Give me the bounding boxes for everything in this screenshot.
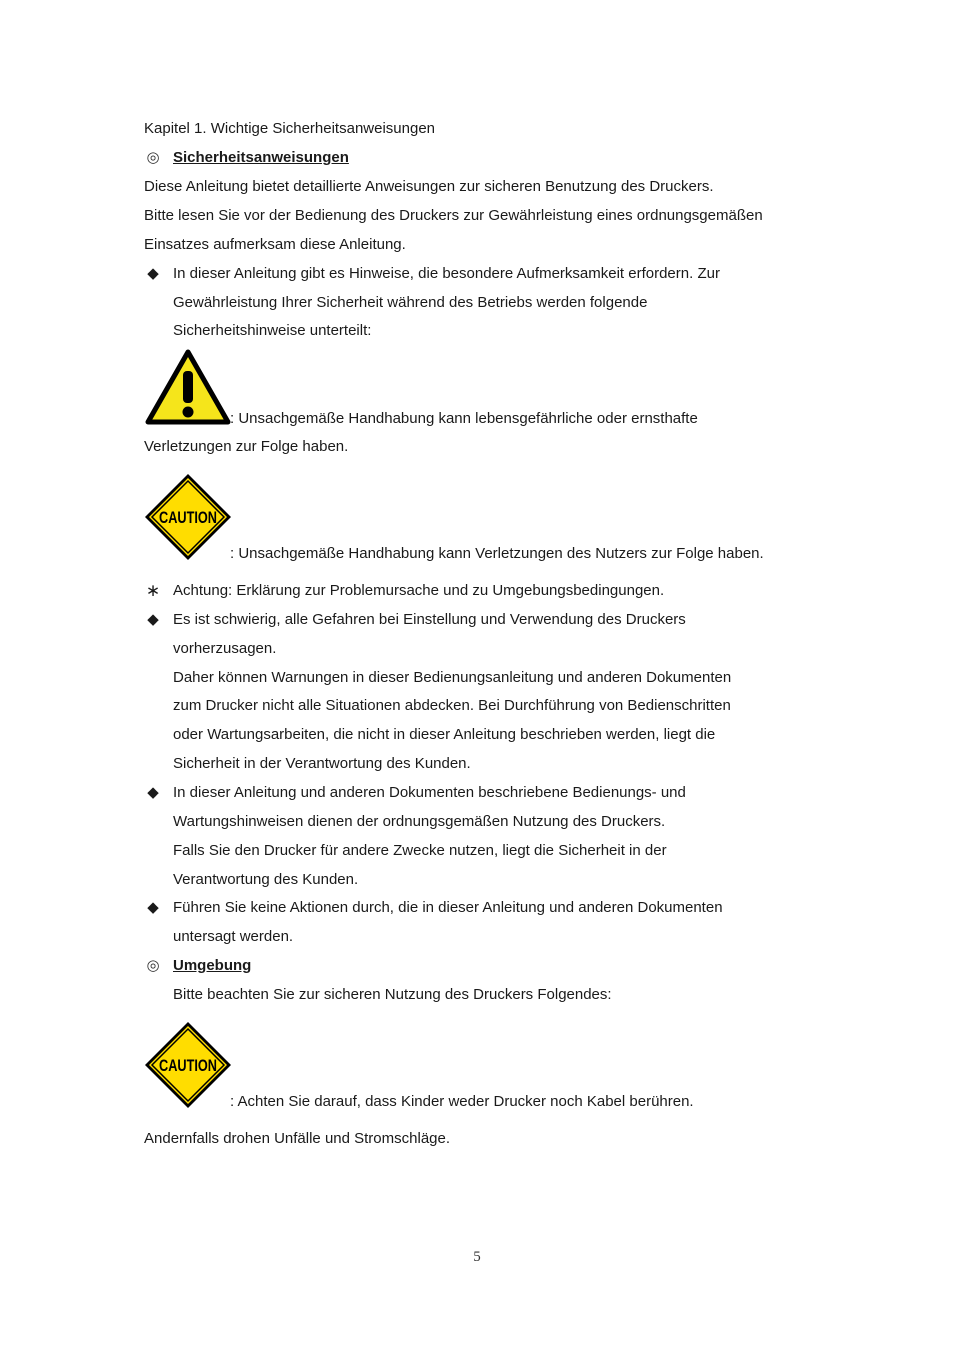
bullet-line: oder Wartungsarbeiten, die nicht in dieser Anleitung beschrieben werden, liegt die [173,726,716,743]
bullet-line: Wartungshinweisen dienen der ordnungsgemäßen Nutzung des Druckers. [173,813,666,830]
asterisk-icon: ∗ [145,581,161,600]
caution-sign-icon [143,472,233,562]
intro-line: Diese Anleitung bietet detaillierte Anweisungen zur sicheren Benutzung des Druckers. [144,178,714,195]
intro-line: Einsatzes aufmerksam diese Anleitung. [144,236,406,253]
bullet-diamond-icon: ◆ [147,611,159,628]
caution-description: : Achten Sie darauf, dass Kinder weder Drucker noch Kabel berühren. [230,1093,694,1110]
bullet-diamond-icon: ◆ [147,784,159,801]
caution-label: CAUTION [159,1056,217,1075]
intro-line: Bitte lesen Sie vor der Bedienung des Druckers zur Gewährleistung eines ordnungsgemäßen [144,207,763,224]
bullet-line: Sicherheit in der Verantwortung des Kunden. [173,755,471,772]
bullet-diamond-icon: ◆ [147,899,159,916]
caution-description: : Unsachgemäße Handhabung kann Verletzungen des Nutzers zur Folge haben. [230,545,764,562]
page-number: 5 [473,1249,481,1265]
environment-intro: Bitte beachten Sie zur sicheren Nutzung des Druckers Folgendes: [173,986,612,1003]
bullet-line: Falls Sie den Drucker für andere Zwecke nutzen, liegt die Sicherheit in der [173,842,667,859]
bullet-diamond-icon: ◆ [147,265,159,282]
section-heading-safety: Sicherheitsanweisungen [173,149,349,166]
bullet-line: vorherzusagen. [173,640,277,657]
bullet-line: zum Drucker nicht alle Situationen abdecken. Bei Durchführung von Bedienschritten [173,697,731,714]
bullet-line: Sicherheitshinweise unterteilt: [173,322,372,339]
chapter-title: Kapitel 1. Wichtige Sicherheitsanweisungen [144,120,435,137]
bullet-line: Es ist schwierig, alle Gefahren bei Einstellung und Verwendung des Druckers [173,611,686,628]
section-heading-environment: Umgebung [173,957,252,974]
bullet-line: Gewährleistung Ihrer Sicherheit während des Betriebs werden folgende [173,294,648,311]
bullet-line: In dieser Anleitung gibt es Hinweise, die besondere Aufmerksamkeit erfordern. Zur [173,265,720,282]
bullet-line: In dieser Anleitung und anderen Dokumenten beschriebene Bedienungs- und [173,784,686,801]
caution-followup: Andernfalls drohen Unfälle und Stromschläge. [144,1130,451,1147]
section-marker-icon: ◎ [146,957,160,974]
caution-label: CAUTION [159,508,217,527]
bullet-line: untersagt werden. [173,928,294,945]
bullet-line: Daher können Warnungen in dieser Bedienungsanleitung und anderen Dokumenten [173,669,732,686]
bullet-line: Führen Sie keine Aktionen durch, die in dieser Anleitung und anderen Dokumenten [173,899,723,916]
caution-sign-icon [143,1020,233,1110]
warning-description: : Unsachgemäße Handhabung kann lebensgefährliche oder ernsthafte [230,410,698,427]
warning-triangle-icon [145,349,231,425]
attention-note: Achtung: Erklärung zur Problemursache und zu Umgebungsbedingungen. [173,582,665,599]
warning-description-cont: Verletzungen zur Folge haben. [144,438,349,455]
section-marker-icon: ◎ [146,149,160,166]
bullet-line: Verantwortung des Kunden. [173,871,359,888]
